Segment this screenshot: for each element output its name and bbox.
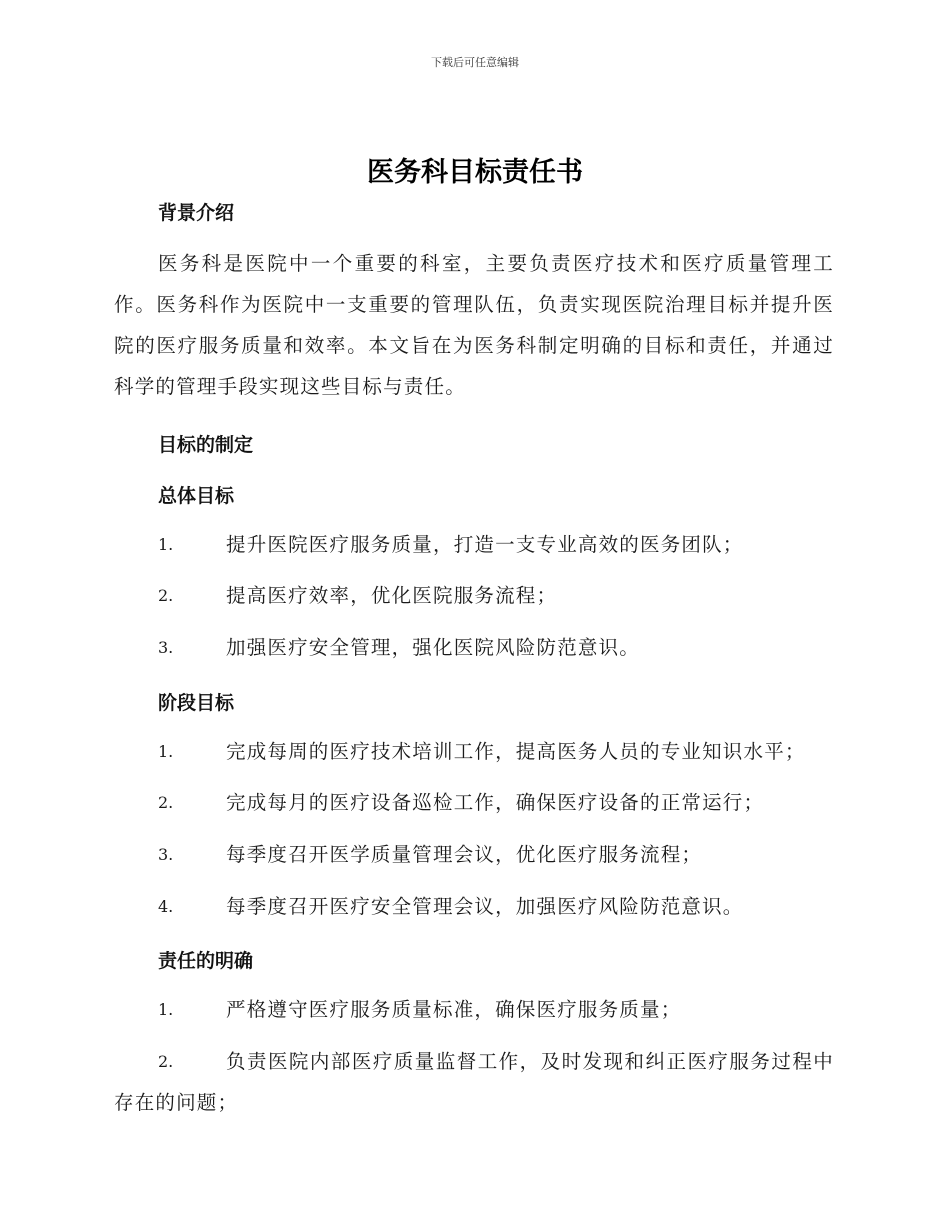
list-item-number: 3. [158,638,174,657]
list-item-number: 2. [158,793,174,812]
document-title: 医务科目标责任书 [367,157,583,188]
list-item-text: 提高医疗效率，优化医院服务流程； [226,584,558,607]
list-item [114,834,834,875]
list-item [114,1041,834,1123]
section-heading-goals: 目标的制定 [158,434,254,456]
list-item [114,886,834,927]
list-item-number: 2. [158,1052,174,1071]
list-item-number: 1. [158,1000,174,1019]
list-item-number: 1. [158,742,174,761]
list-item [114,989,834,1030]
section-heading-background: 背景介绍 [158,202,235,224]
list-item-number: 2. [158,586,174,605]
list-item [114,524,834,565]
list-item [114,627,834,668]
subheading-stage-goals: 阶段目标 [158,692,235,714]
subheading-overall-goals: 总体目标 [158,485,235,507]
list-item [114,575,834,616]
list-item-text: 每季度召开医疗安全管理会议，加强医疗风险防范意识。 [226,895,744,918]
list-item-text: 加强医疗安全管理，强化医院风险防范意识。 [226,636,641,659]
list-item-text: 完成每月的医疗设备巡检工作，确保医疗设备的正常运行； [226,791,765,814]
list-item [114,782,834,823]
page-header-note: 下载后可任意编辑 [431,56,519,69]
list-item-number: 3. [158,845,174,864]
list-item-text: 严格遵守医疗服务质量标准，确保医疗服务质量； [226,998,682,1021]
list-item-text: 负责医院内部医疗质量监督工作，及时发现和纠正医疗服务过程中存在的问题； [114,1050,834,1114]
list-item-text: 提升医院医疗服务质量，打造一支专业高效的医务团队； [226,533,744,556]
list-item-text: 完成每周的医疗技术培训工作，提高医务人员的专业知识水平； [226,740,806,763]
list-item-number: 4. [158,897,174,916]
list-item [114,731,834,772]
list-item-text: 每季度召开医学质量管理会议，优化医疗服务流程； [226,843,703,866]
list-item-number: 1. [158,535,174,554]
background-paragraph: 医务科是医院中一个重要的科室，主要负责医疗技术和医疗质量管理工作。医务科作为医院中一支重要的管理队伍，负责实现医院治理目标并提升医院的医疗服务质量和效率。本文旨在为医务科制定明确的目标和责任，并通过科学的管理手段实现这些目标与责任。 [114,252,834,398]
section-heading-responsibilities: 责任的明确 [158,950,254,972]
